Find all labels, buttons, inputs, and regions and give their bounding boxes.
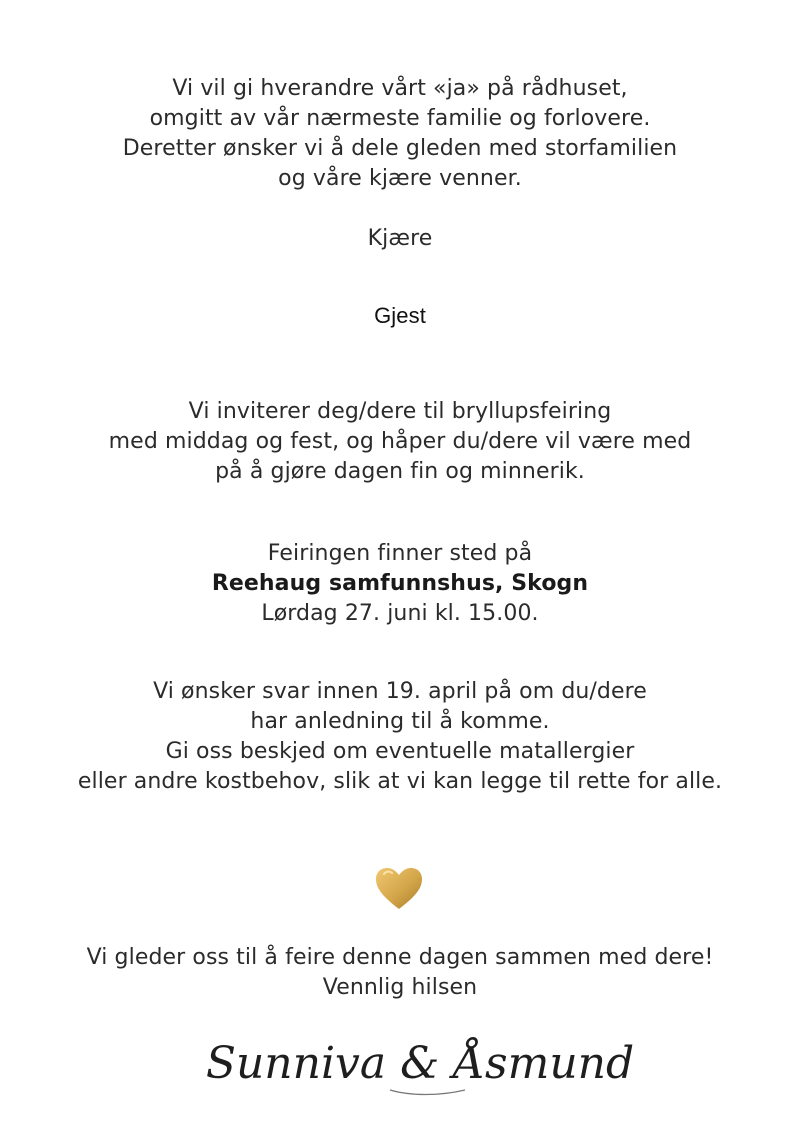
- salutation: Kjære: [367, 226, 433, 251]
- venue-name: Reehaug samfunnshus, Skogn: [211, 571, 589, 596]
- venue-intro: Feiringen finner sted på: [267, 541, 533, 566]
- signature: [205, 1020, 635, 1110]
- venue-datetime: Lørdag 27. juni kl. 15.00.: [261, 601, 539, 626]
- intro-line-3: Deretter ønsker vi å dele gleden med storfamilien: [122, 136, 678, 161]
- invitation-line-2: med middag og fest, og håper du/dere vil være med: [108, 429, 692, 454]
- invitation-line-1: Vi inviterer deg/dere til bryllupsfeiring: [188, 399, 612, 424]
- rsvp-line-1: Vi ønsker svar innen 19. april på om du/dere: [153, 679, 647, 704]
- signature-text: Sunniva & Åsmund: [205, 1038, 635, 1089]
- rsvp-line-4: eller andre kostbehov, slik at vi kan legge til rette for alle.: [77, 769, 723, 794]
- rsvp-line-2: har anledning til å komme.: [250, 709, 550, 734]
- intro-line-4: og våre kjære venner.: [278, 166, 522, 191]
- intro-line-1: Vi vil gi hverandre vårt «ja» på rådhuset,: [172, 76, 628, 101]
- sign-off: Vennlig hilsen: [322, 975, 478, 1000]
- rsvp-line-3: Gi oss beskjed om eventuelle matallergier: [165, 739, 635, 764]
- guest-name: Gjest: [374, 303, 426, 328]
- intro-line-2: omgitt av vår nærmeste familie og forlovere.: [149, 106, 651, 131]
- closing-line: Vi gleder oss til å feire denne dagen sammen med dere!: [86, 945, 714, 970]
- heart-icon: [374, 866, 424, 912]
- invitation-line-3: på å gjøre dagen fin og minnerik.: [215, 459, 585, 484]
